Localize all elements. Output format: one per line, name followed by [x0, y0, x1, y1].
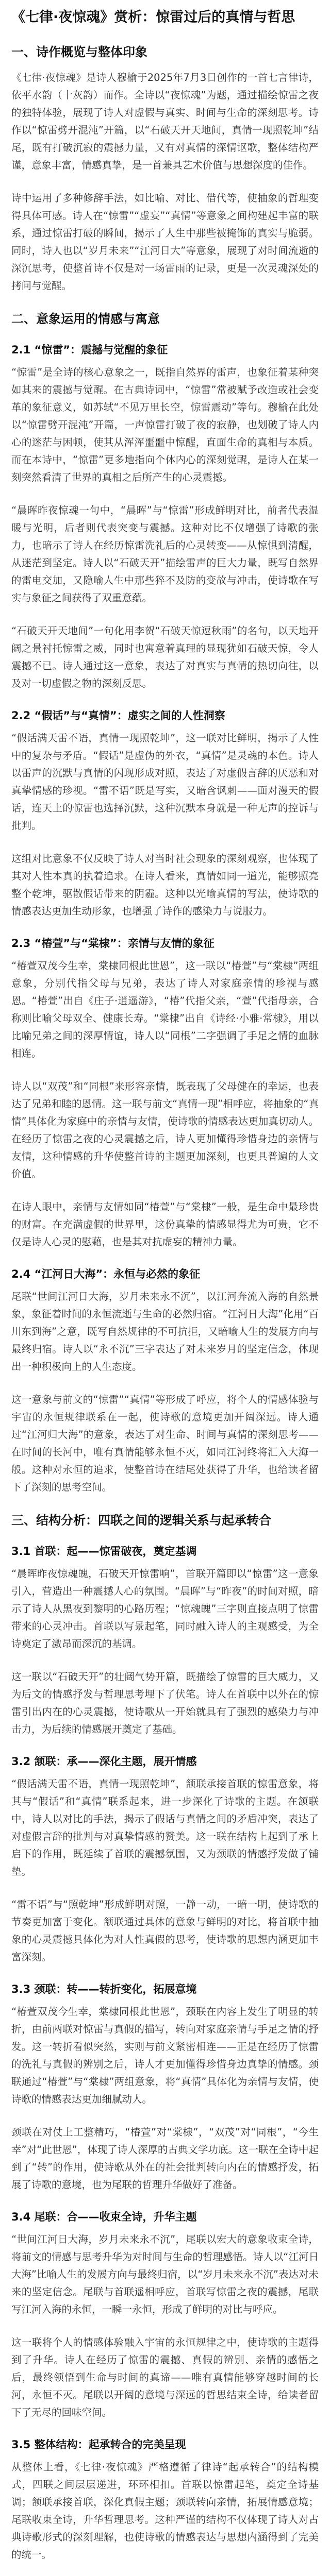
- subsection-heading: 2.3 “椿萱”与“棠棣”：亲情与友情的象征: [11, 937, 214, 950]
- paragraph: 这一联以“石破天开”的壮阔气势开篇，既描绘了惊雷的巨大威力，又为后文的情感抒发与哲理思考埋下了伏笔。诗人在首联中以外在的惊雷引出内在的心灵震撼，使诗歌从一开始就具有了强烈的感染力与冲击力，为后续的情感展开奠定了基础。: [11, 1671, 319, 1735]
- article-title: 《七律·夜惊魂》赏析：惊雷过后的真情与哲思: [11, 9, 295, 25]
- subsection-heading: 3.1 首联：起——惊雷破夜，奠定基调: [11, 1545, 197, 1557]
- subsection-heading: 3.4 尾联：合——收束全诗，升华主题: [11, 2211, 197, 2223]
- subsection-heading: 3.5 整体结构：起承转合的完美呈现: [11, 2438, 186, 2451]
- paragraph: “石破天开天地间”一句化用李贺“石破天惊逗秋雨”的名句，以天地开阔之景衬托惊雷之威，同时也寓意着真理的显现犹如石破天惊，令人震撼不已。诗人通过这一意象，表达了对真实与真情的热切向往，以及对一切虚假之物的深刻反思。: [11, 625, 319, 689]
- paragraph: “惊雷”是全诗的核心意象之一，既指自然界的雷声，也象征着某种突如其来的震撼与觉醒。在古典诗词中，“惊雷”常被赋予改造或社会变革的象征意义，如苏轼“不见万里长空，惊雷震动”等句。穆榆在此处以“惊雷劈开混沌”开篇，一声惊雷打破了夜的寂静，也划破了诗人内心的迷茫与困顿，使其从浑浑噩噩中惊醒，直面生命的真相与本质。而在本诗中，“惊雷”更多地指向个体内心的深刻觉醒，是诗人在某一刻突然看清了世界的真相之后所产生的心灵震撼。: [11, 366, 319, 483]
- paragraph: “假话满天雷不语，真情一现照乾坤”，颔联承接首联的惊雷意象，将其与“假话”和“真情”联系起来，进一步深化了诗歌的主题。在颔联中，诗人以对比的手法，揭示了假话与真情之间的矛盾冲突，表达了对虚假言辞的批判与对真挚情感的赞美。这一联在结构上起到了承上启下的作用，既延续了首联的震撼氛围，又为颈联的情感抒发做了铺垫。: [11, 1778, 319, 1877]
- section-heading: 三、结构分析：四联之间的逻辑关系与起承转合: [11, 1513, 271, 1528]
- subsection-heading: 2.1 “惊雷”：震撼与觉醒的象征: [11, 344, 168, 356]
- paragraph: “晨晖昨夜惊魂一句中，“晨晖”与“惊雷”形成鲜明对比，前者代表温暖与光明，后者则代表突变与震撼。这种对比不仅增强了诗歌的张力，也暗示了诗人在经历惊雷洗礼后的心灵转变——从惊惧到清醒，从迷茫到坚定。诗人以“石破天开”描绘雷声的巨大力量，既写自然界的雷电交加，又隐喻人生中那些猝不及防的变故与冲击，使诗歌在写实与象征之间获得了双重意蕴。: [11, 504, 319, 604]
- paragraph: 尾联“世间江河日大海，岁月未来永不沉”，以江河奔流入海的自然景象，象征着时间的永恒流逝与生命的必然归宿。“江河日大海”化用“百川东到海”之意，既写自然规律的不可抗拒，又暗喻人生的发展方向与最终归宿。诗人以“永不沉”三字表达了对未来岁月的坚定信念，体现出一种积极向上的人生态度。: [11, 1291, 319, 1372]
- paragraph: 在诗人眼中，亲情与友情如同“椿萱”与“棠棣”一般，是生命中最珍贵的财富。在充满虚假的世界里，这份真挚的情感显得尤为可贵，它不仅是诗人心灵的慰藉，也是其对抗虚妄的精神力量。: [11, 1201, 319, 1248]
- subsection-heading: 2.4 “江河日大海”：永恒与必然的象征: [11, 1268, 201, 1280]
- paragraph: 《七律·夜惊魂》是诗人穆榆于2025年7月3日创作的一首七言律诗，依平水韵（十灰韵）而作。全诗以“夜惊魂”为题，通过描绘惊雷之夜的独特体验，展现了诗人对虚假与真实、时间与生命的深刻思考。诗作以“惊雷劈开混沌”开篇，以“石破天开天地间，真情一现照乾坤”结尾，既有打破沉寂的震撼力量，又有对真情的深情讴歌，整体结构严谨，意象丰富，情感真挚，是一首兼具艺术价值与思想深度的佳作。: [11, 72, 319, 171]
- paragraph: 这组对比意象不仅反映了诗人对当时社会现象的深刻观察，也体现了其对人性本真的执着追求。在诗人看来，真情如同一道光，能够照亮整个乾坤，驱散假话带来的阴霾。这种以光喻真情的写法，使诗歌的情感表达更加生动形象，也增强了诗作的感染力与说服力。: [11, 853, 319, 917]
- paragraph: “世间江河日大海，岁月未来永不沉”，尾联以宏大的意象收束全诗，将前文的情感与思考升华为对时间与生命的哲理感悟。诗人以“江河日大海”比喻人生的发展方向与最终归宿，以“岁月未来永不沉”表达对未来的坚定信念。尾联与首联遥相呼应，首联写惊雷之夜的震撼，尾联写江河入海的永恒，一瞬一永恒，形成了鲜明的对比与呼应。: [11, 2233, 319, 2315]
- section-heading: 二、意象运用的情感与寓意: [11, 312, 160, 326]
- paragraph: 诗人以“双茂”和“同根”来形容亲情，既表现了父母健在的幸运，也表达了兄弟和睦的恩情。这一联与前文“真情一现”相呼应，将抽象的“真情”具体化为家庭中的亲情与友情，使诗歌的情感表达更加真切动人。在经历了惊雷之夜的心灵震撼之后，诗人更加懂得珍惜身边的亲情与友情，这种情感的升华使整首诗的主题更加深刻，也更具普遍的人文价值。: [11, 1080, 319, 1180]
- section-heading: 一、诗作概览与整体印象: [11, 45, 147, 59]
- subsection-heading: 3.2 颔联：承——深化主题，展开情感: [11, 1755, 197, 1768]
- paragraph: “晨晖昨夜惊魂魄，石破天开惊雷响”，首联开篇即以“惊雷”这一意象引入，营造出一种震撼人心的氛围。“晨晖”与“昨夜”的时间对照，暗示了诗人从黑夜到黎明的心路历程；“惊魂魄”三字则直接点明了惊雷带来的心灵冲击。首联以写景起笔，同时融入诗人的主观感受，为全诗奠定了激昂而深沉的基调。: [11, 1568, 319, 1650]
- article-body: [11, 43, 319, 2576]
- paragraph: 这一意象与前文的“惊雷”“真情”等形成了呼应，将个人的情感体验与宇宙的永恒规律联系在一起，使诗歌的意境更加开阔深远。诗人通过“江河归大海”的意象，表达了对生命、时间与真情的深刻思考——在时间的长河中，唯有真情能够永恒不灭，如同江河终将汇入大海一般。这种对永恒的追求，使整首诗在结尾处获得了升华，也给读者留下了深刻的思考空间。: [11, 1394, 319, 1493]
- subsection-heading: 3.3 颈联：转——转折变化，拓展意境: [11, 1983, 197, 1995]
- paragraph: “椿萱双茂今生幸，棠棣同根此世恩”，颈联在内容上发生了明显的转折，由前两联对惊雷与真假的描写，转向对家庭亲情与手足之情的抒发。这一转折看似突然，实则与前文紧密相连——正是在经历了惊雷的洗礼与真假的辨别之后，诗人才更加懂得珍惜身边真挚的情感。颈联通过“椿萱”与“棠棣”两组意象，将“真情”具体化为亲情与友情，使诗歌的情感表达更加细腻动人。: [11, 2006, 319, 2105]
- paragraph: “椿萱双茂今生幸，棠棣同根此世恩”，这一联以“椿萱”与“棠棣”两组意象，分别代指父母与兄弟，表达了诗人对家庭亲情的珍视与感恩。“椿萱”出自《庄子·逍遥游》，“椿”代指父亲，“萱”代指母亲，合称则比喻父母双全、健康长寿。“棠棣”出自《诗经·小雅·常棣》，用以比喻兄弟之间的深厚情谊，诗人以“同根”二字强调了手足之情的血脉相连。: [11, 960, 319, 1059]
- paragraph: “雷不语”与“照乾坤”形成鲜明对照，一静一动，一暗一明，使诗歌的节奏更加富于变化。颔联通过具体的意象与鲜明的对比，将首联中抽象的心灵震撼具体化为对人性真假的思考，使诗歌的思想内涵更加丰富深刻。: [11, 1899, 319, 1963]
- paragraph: 诗中运用了多种修辞手法，如比喻、对比、借代等，使抽象的哲理变得具体可感。诗人在“惊雷”“虚妄”“真情”等意象之间构建起丰富的联系，通过惊雷打破的瞬间，揭示了人生中那些被掩饰的真实与脆弱。同时，诗人也以“岁月未来”“江河日大”等意象，展现了对时间流逝的深沉思考，使整首诗不仅是对一场雷雨的记录，更是一次灵魂深处的拷问与觉醒。: [11, 192, 319, 292]
- paragraph: “假话满天雷不语，真情一现照乾坤”，这一联对比鲜明，揭示了人性中的复杂与矛盾。“假话”是虚伪的外衣，“真情”是灵魂的本色。诗人以雷声的沉默与真情的闪现形成对照，表达了对虚假言辞的厌恶和对真挚情感的珍视。“雷不语”既是写实，又暗含讽刺——面对漫天的假话，连天上的惊雷也选择沉默，这种沉默本身就是一种无声的控诉与批判。: [11, 732, 319, 832]
- paragraph: 从整体上看，《七律·夜惊魂》严格遵循了律诗“起承转合”的结构模式，四联之间层层递进，环环相扣。首联以惊雷起笔，奠定全诗基调；颔联承接首联，深化真假主题；颈联转向亲情，拓展情感意境；尾联收束全诗，升华哲理思考。这种严谨的结构不仅体现了诗人对古典诗歌形式的深刻理解，也使诗歌的情感表达与思想内涵得到了完美的统一。: [11, 2461, 319, 2561]
- subsection-heading: 2.2 “假话”与“真情”：虚实之间的人性洞察: [11, 709, 225, 722]
- paragraph: 颈联在对仗上工整精巧，“椿萱”对“棠棣”，“双茂”对“同根”，“今生幸”对“此世恩”，体现了诗人深厚的古典文学功底。这一联在全诗中起到了“转”的作用，使诗歌从外在的社会批判转向内在的情感抒发，拓展了诗歌的意境，也为尾联的哲理升华做好了准备。: [11, 2126, 319, 2191]
- paragraph: 这一联将个人的情感体验融入宇宙的永恒规律之中，使诗歌的主题得到了升华。诗人在经历了惊雷的震撼、真假的辨别、亲情的感悟之后，最终领悟到生命与时间的真谛——唯有真情能够穿越时间的长河，永恒不灭。尾联以开阔的意境与深远的哲思结束全诗，给读者留下了无尽的回味空间。: [11, 2336, 319, 2418]
